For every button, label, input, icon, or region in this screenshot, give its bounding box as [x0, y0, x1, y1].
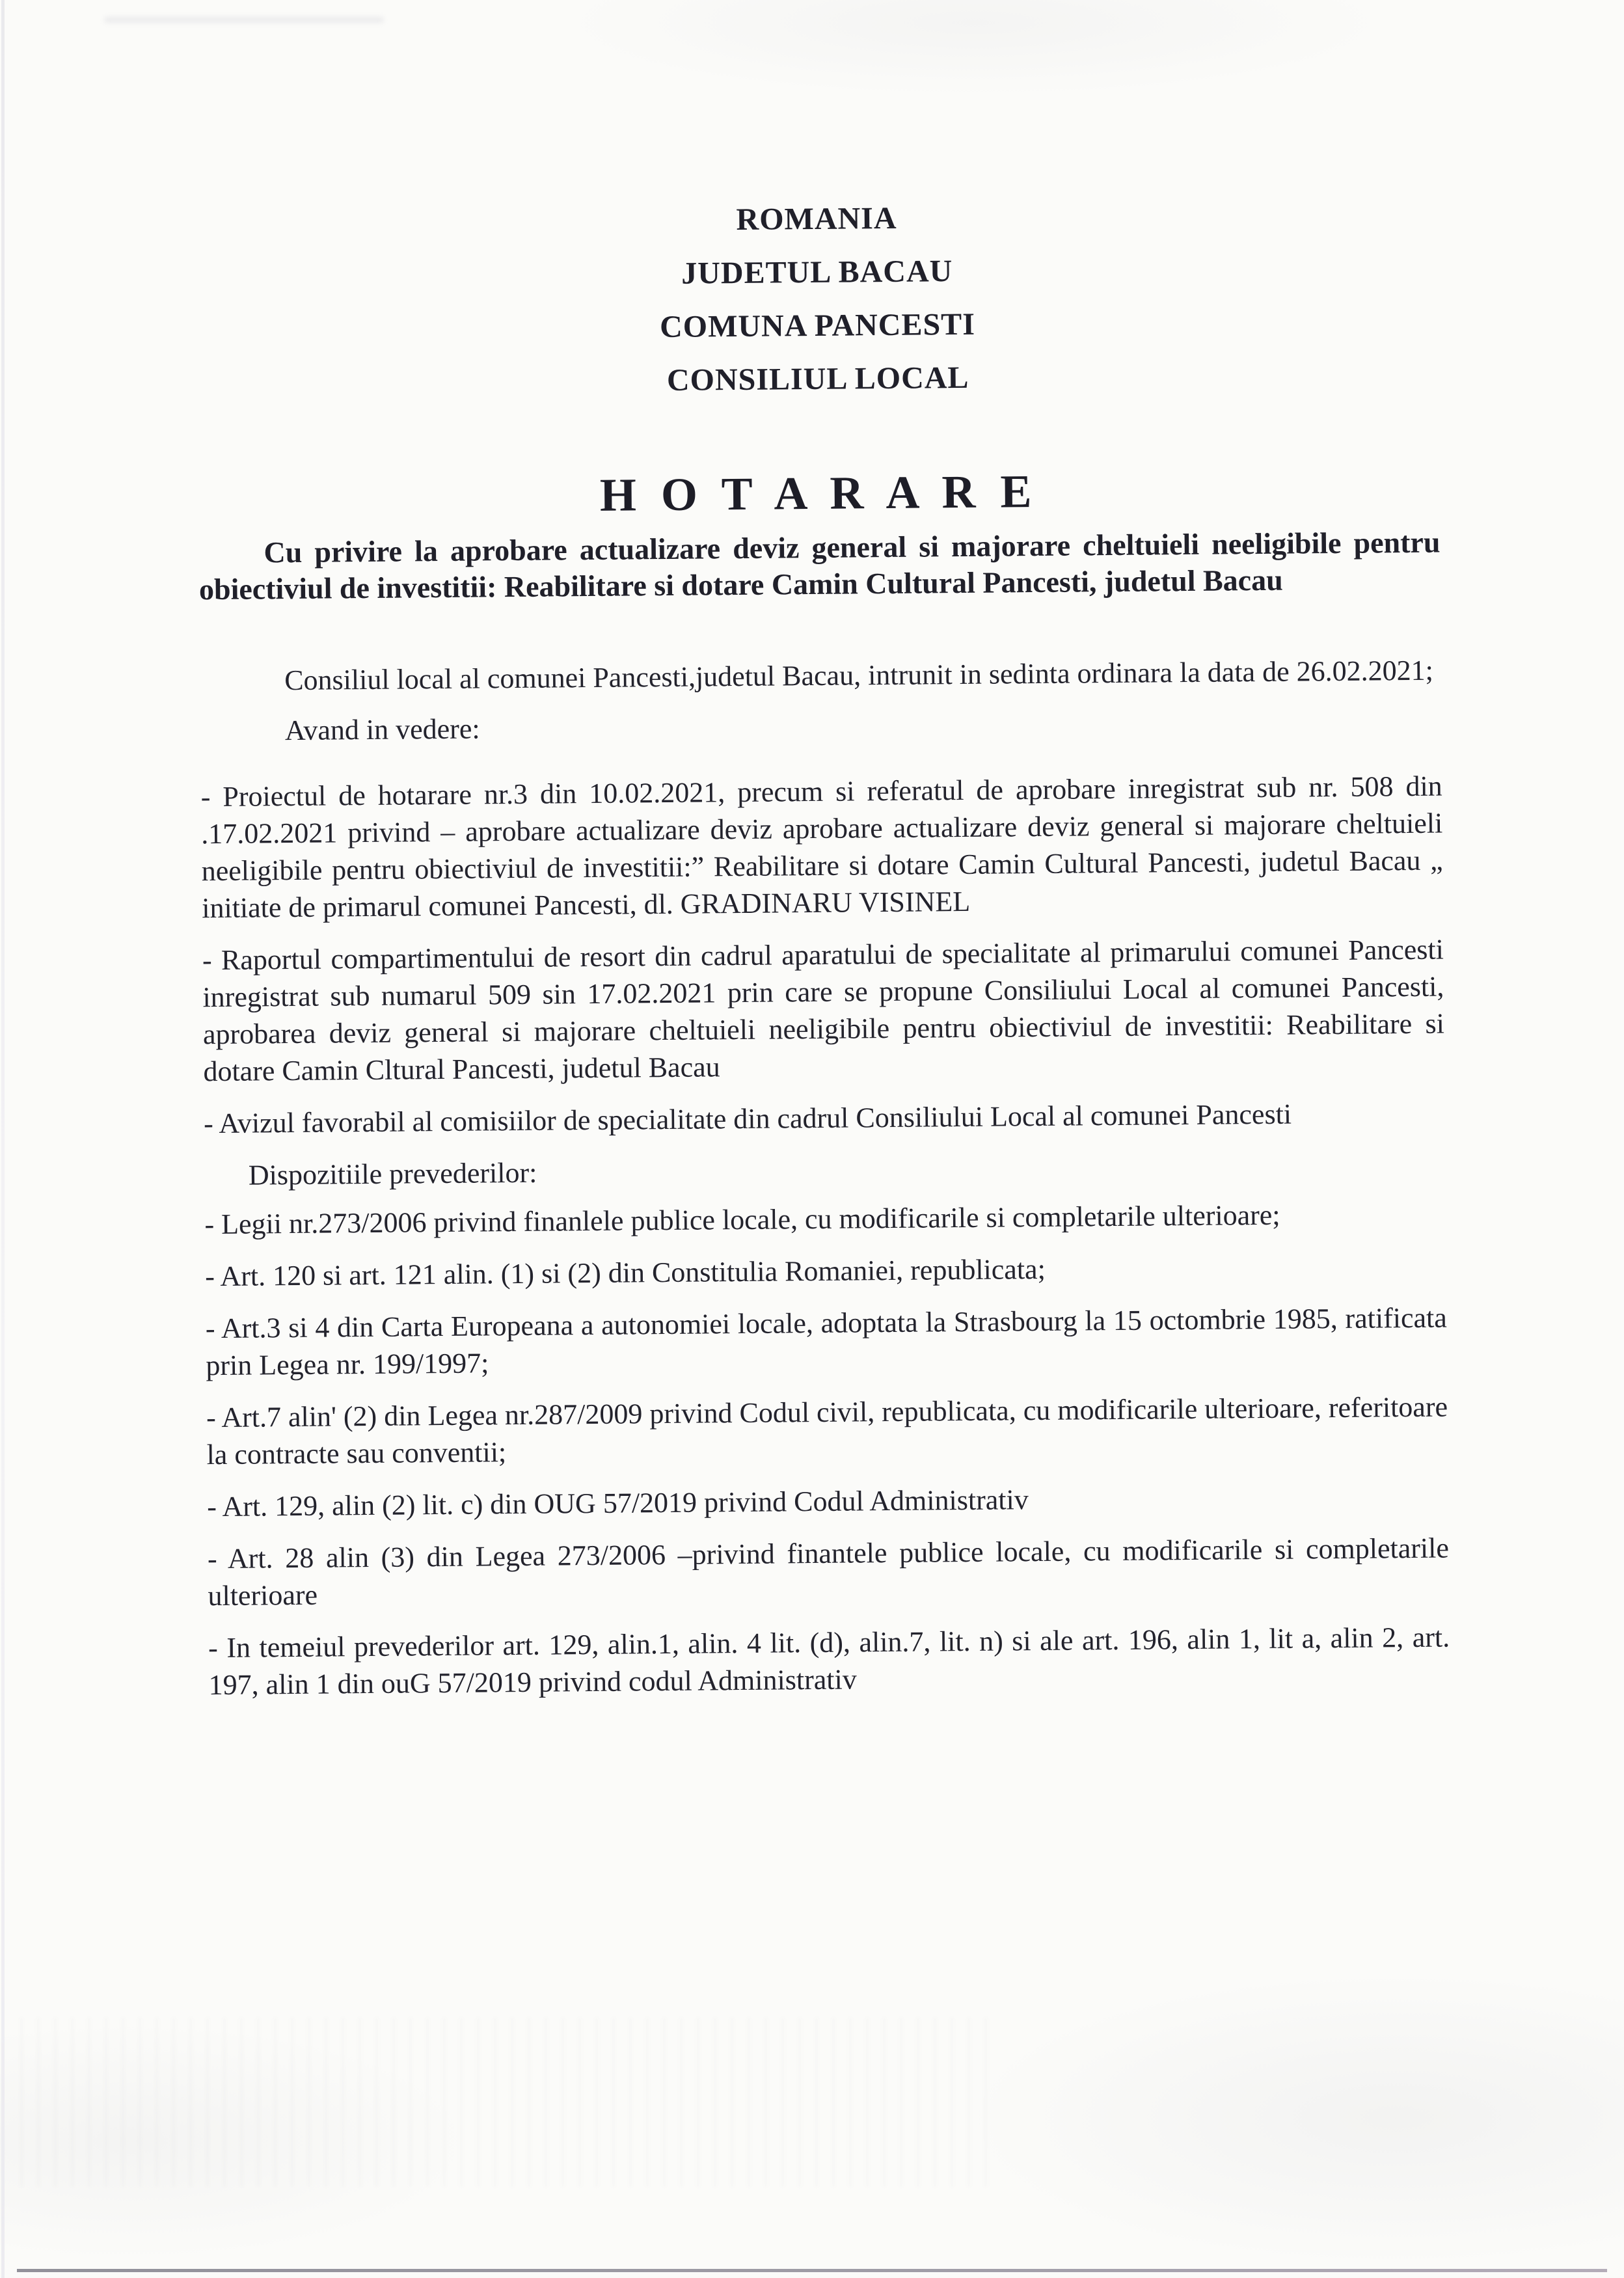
letterhead-line-council: CONSILIUL LOCAL — [666, 360, 969, 398]
legal-basis-item-law-273-art-28: - Art. 28 alin (3) din Legea 273/2006 –privind finantele publice locale, cu modificarile si completarile ulterioare — [207, 1532, 1450, 1612]
letterhead-line-commune: COMUNA PANCESTI — [659, 306, 976, 345]
scan-artifact-top-smudge — [104, 17, 384, 23]
legal-basis-item-european-charter: - Art.3 si 4 din Carta Europeana a autonomiei locale, adoptata la Strasbourg la 15 octombrie 1985, ratificata prin Legea nr. 199/1997; — [205, 1301, 1448, 1382]
letterhead — [196, 187, 1439, 412]
intro-paragraph: Consiliul local al comunei Pancesti,judetul Bacau, intrunit in sedinta ordinara la data de 26.02.2021; — [284, 654, 1434, 697]
scan-artifact-bottom-noise — [20, 2018, 995, 2187]
legal-basis-item-civil-code: - Art.7 alin' (2) din Legea nr.287/2009 privind Codul civil, republicata, cu modificarile ulterioare, referitoare la contracte sau conventii; — [206, 1390, 1448, 1471]
letterhead-line-country: ROMANIA — [736, 200, 897, 237]
having-regard-line: Avand in vedere: — [284, 712, 480, 747]
consideration-item-project: - Proiectul de hotarare nr.3 din 10.02.2021, precum si referatul de aprobare inregistrat sub nr. 508 din .17.02.2021 privind – aprobare actualizare deviz aprobare actualizare deviz general si majorare cheltuieli neeligibile pentru obiectiviul de investitii:” Reabilitare si dotare Camin Cultural Pancesti, judetul Bacau „ initiate de primarul comunei Pancesti, dl. GRADINARU VISINEL — [200, 770, 1443, 925]
provisions-heading: Dispozitiile prevederilor: — [248, 1156, 537, 1191]
decision-subtitle: Cu privire la aprobare actualizare deviz general si majorare cheltuieli neeligibile pentru obiectiviul de investitii: Reabilitare si dotare Camin Cultural Pancesti, judetul Bacau — [198, 525, 1441, 606]
decision-title: H O T A R A R E — [599, 465, 1038, 521]
scan-artifact-bottom-line — [17, 2269, 1607, 2272]
letterhead-line-county: JUDETUL BACAU — [681, 254, 953, 291]
legal-basis-item-in-temeiul: - In temeiul prevederilor art. 129, alin.1, alin. 4 lit. (d), alin.7, lit. n) si ale art. 196, alin 1, lit a, alin 2, art. 197, alin 1 din ouG 57/2019 privind codul Administrativ — [208, 1621, 1450, 1702]
scan-artifact-left-edge — [1, 0, 5, 2278]
legal-basis-item-law-273-2006: - Legii nr.273/2006 privind finanlele publice locale, cu modificarile si completarile ulterioare; — [204, 1199, 1280, 1241]
legal-basis-item-constitution: - Art. 120 si art. 121 alin. (1) si (2) din Constitulia Romaniei, republicata; — [204, 1253, 1046, 1293]
consideration-item-committee-opinion: - Avizul favorabil al comisiilor de specialitate din cadrul Consiliului Local al comunei Pancesti — [203, 1098, 1292, 1140]
consideration-item-report: - Raportul compartimentului de resort din cadrul aparatului de specialitate al primarului comunei Pancesti inregistrat sub numarul 509 sin 17.02.2021 prin care se propune Consiliului Local al comunei Pancesti, aprobarea deviz general si majorare cheltuieli neeligibile pentru obiectiviul de investitii: Reabilitare si dotare Camin Cltural Pancesti, judetul Bacau — [202, 933, 1445, 1088]
legal-basis-item-oug-57-art-129: - Art. 129, alin (2) lit. c) din OUG 57/2019 privind Codul Administrativ — [207, 1484, 1029, 1523]
